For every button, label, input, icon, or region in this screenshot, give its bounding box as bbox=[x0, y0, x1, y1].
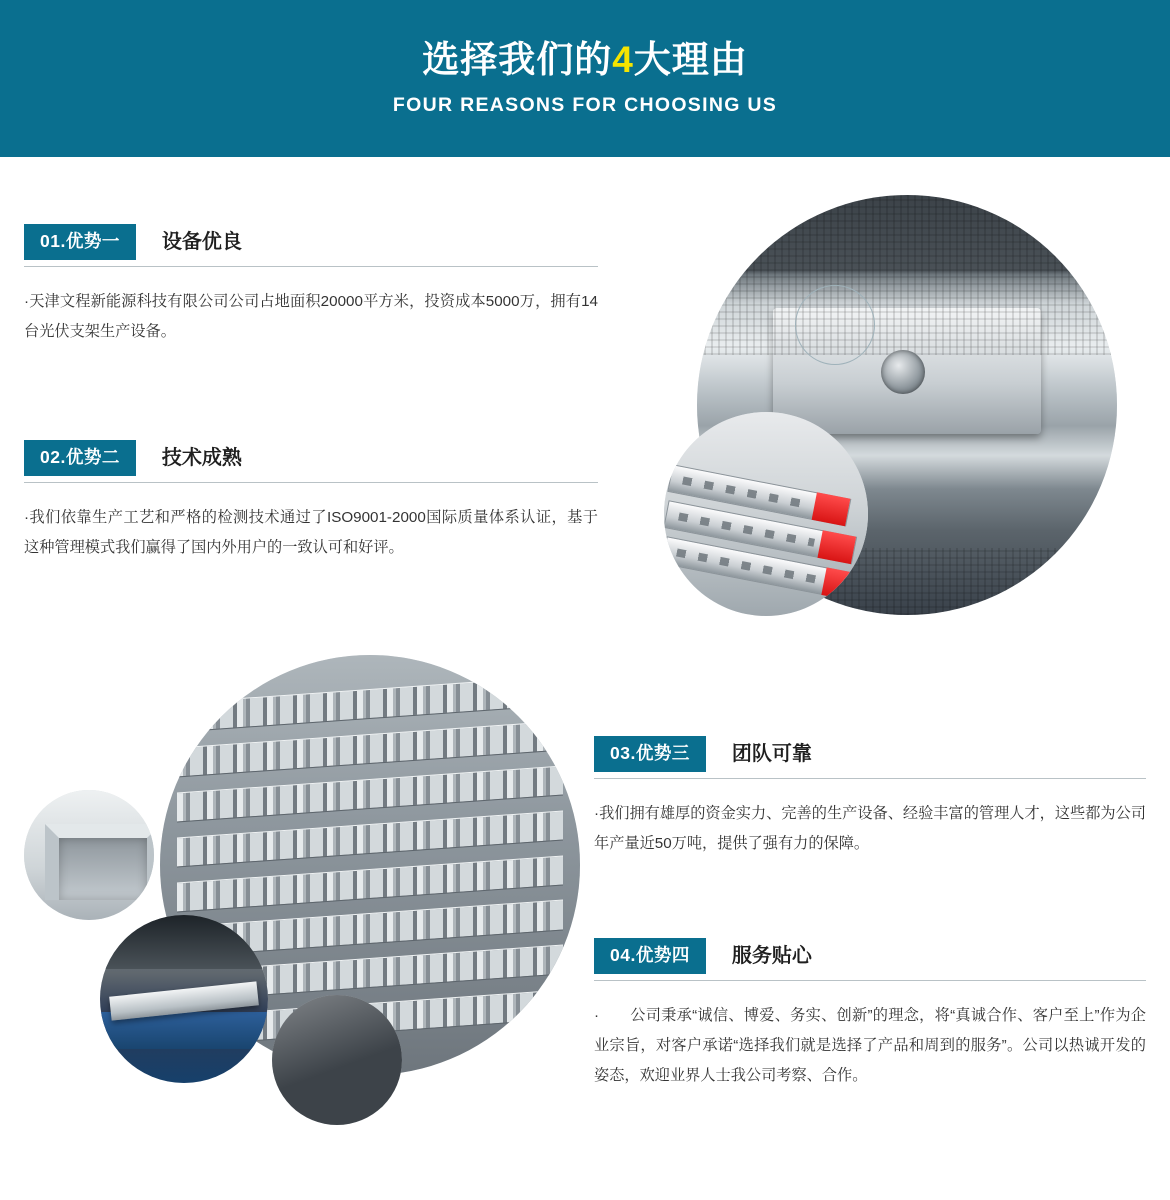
feature-block-04 bbox=[594, 938, 1146, 1092]
c-profile-photo bbox=[24, 790, 154, 920]
page-title-suffix: 大理由 bbox=[633, 38, 748, 80]
bundled-profiles-photo bbox=[272, 995, 402, 1125]
workshop-machine-photo bbox=[100, 915, 268, 1083]
feature-01-title: 设备优良 bbox=[161, 230, 242, 253]
page-header-banner bbox=[0, 0, 1170, 157]
feature-block-03 bbox=[594, 736, 1146, 859]
page-title-prefix: 选择我们的 bbox=[422, 38, 613, 80]
feature-01-divider bbox=[24, 266, 598, 267]
feature-03-divider bbox=[594, 778, 1146, 779]
feature-03-header bbox=[594, 736, 1146, 772]
feature-04-header bbox=[594, 938, 1146, 974]
mesh-texture-top bbox=[697, 195, 1117, 355]
c-profile-shape bbox=[45, 824, 154, 900]
feature-block-01 bbox=[24, 224, 598, 347]
page-title-highlight: 4 bbox=[612, 38, 634, 80]
decorative-ring bbox=[795, 285, 875, 365]
feature-02-header bbox=[24, 440, 598, 476]
feature-block-02 bbox=[24, 440, 598, 563]
feature-01-header bbox=[24, 224, 598, 260]
feature-02-title: 技术成熟 bbox=[161, 446, 242, 469]
page-subtitle: FOUR REASONS FOR CHOOSING US bbox=[392, 94, 778, 117]
feature-01-tag: 01.优势一 bbox=[24, 224, 136, 260]
feature-03-body: ·我们拥有雄厚的资金实力、完善的生产设备、经验丰富的管理人才，这些都为公司年产量近50万吨，提供了强有力的保障。 bbox=[594, 804, 1146, 852]
feature-02-body: ·我们依靠生产工艺和严格的检测技术通过了ISO9001-2000国际质量体系认证，基于这种管理模式我们赢得了国内外用户的一致认可和好评。 bbox=[24, 508, 598, 556]
feature-03-title: 团队可靠 bbox=[731, 742, 812, 765]
feature-04-divider bbox=[594, 980, 1146, 981]
feature-04-title: 服务贴心 bbox=[731, 944, 812, 967]
feature-02-tag: 02.优势二 bbox=[24, 440, 136, 476]
feature-01-body: ·天津文程新能源科技有限公司公司占地面积20000平方米，投资成本5000万，拥有14台光伏支架生产设备。 bbox=[24, 292, 598, 340]
feature-04-tag: 04.优势四 bbox=[594, 938, 706, 974]
page-title bbox=[422, 40, 748, 81]
feature-02-divider bbox=[24, 482, 598, 483]
red-tipped-strut-photo bbox=[664, 412, 868, 616]
feature-03-tag: 03.优势三 bbox=[594, 736, 706, 772]
feature-04-body: · 公司秉承“诚信、博爱、务实、创新”的理念，将“真诚合作、客户至上”作为企业宗旨，对客户承诺“选择我们就是选择了产品和周到的服务”。公司以热诚开发的姿态，欢迎业界人士我公司考察、合作。 bbox=[594, 1006, 1146, 1085]
